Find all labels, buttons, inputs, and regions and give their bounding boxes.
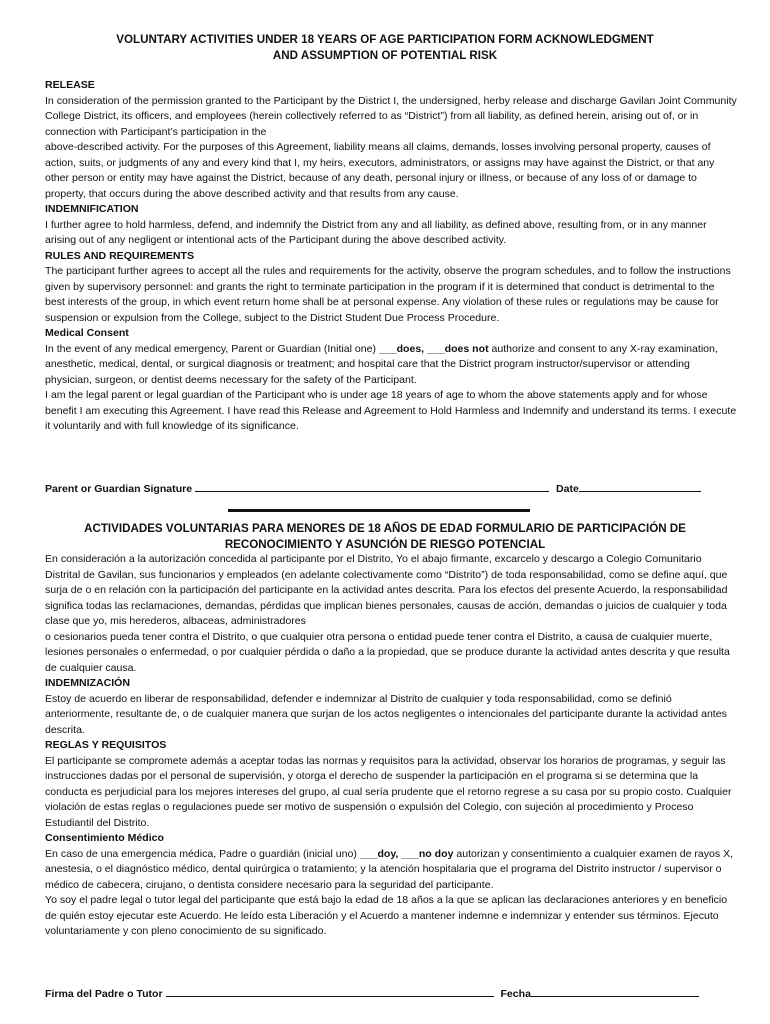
spanish-body bbox=[45, 552, 737, 940]
spanish-medical-consent-heading: Consentimiento Médico bbox=[45, 832, 164, 844]
english-title-line1: VOLUNTARY ACTIVITIES UNDER 18 YEARS OF AGE PARTICIPATION FORM ACKNOWLEDGMENT bbox=[116, 33, 654, 46]
spanish-signature-field[interactable] bbox=[166, 987, 494, 997]
release-paragraph-3: property, that occurs during the above described activity and that results from any cause. bbox=[45, 187, 459, 200]
spanish-indemnification-paragraph: Estoy de acuerdo en liberar de responsabilidad, defender e indemnizar al Distrito de cualquier y toda responsabilidad, como se definió anteriormente, resultante de, o de cualquier manera que surjan de los actos negligentes o intencionales del participante durante la actividad antes descrita. bbox=[45, 692, 727, 736]
medical-consent-choice[interactable]: ___does, ___does not bbox=[378, 342, 489, 355]
medical-consent-heading: Medical Consent bbox=[45, 327, 129, 339]
spanish-medical-consent-choice[interactable]: ___doy, ___no doy bbox=[359, 847, 454, 860]
spanish-indemnification-heading: INDEMNIZACIÓN bbox=[45, 677, 130, 689]
date-field[interactable] bbox=[579, 482, 701, 492]
spanish-signature-label: Firma del Padre o Tutor bbox=[45, 988, 166, 1000]
date-label: Date bbox=[555, 483, 579, 495]
indemnification-heading: INDEMNIFICATION bbox=[45, 203, 139, 215]
spanish-title bbox=[40, 521, 730, 553]
spanish-legal-guardian-paragraph: Yo soy el padre legal o tutor legal del participante que está bajo la edad de 18 años a la que se aplican las declaraciones anteriores y en beneficio de quién estoy ejecutar este Acuerdo. He leído esta Liberación y el Acuerdo a mantener indemne e indemnizar y entender sus términos. Ejecuto voluntariamente y con pleno conocimiento de su significado. bbox=[45, 894, 728, 937]
spanish-title-line2: RECONOCIMIENTO Y ASUNCIÓN DE RIESGO POTENCIAL bbox=[224, 538, 546, 551]
medical-consent-text-start: In the event of any medical emergency, Parent or Guardian (Initial one) bbox=[45, 342, 379, 355]
release-paragraph-1: In consideration of the permission granted to the Participant by the District I, the undersigned, herby release and discharge Gavilan Joint Community College District, its officers, and employees (herein collectively referred to as “District”) from all liability, as defined herein, arising out of, or in connection with Participant’s participation in the bbox=[45, 94, 737, 138]
spanish-date-field[interactable] bbox=[531, 987, 699, 997]
spanish-medical-consent-paragraph bbox=[45, 847, 737, 894]
spanish-release-paragraph-2: o cesionarios pueda tener contra el Distrito, o que cualquier otra persona o entidad puede tener contra el Distrito, a causa de cualquier muerte, lesiones personales o enfermedad, o por cualquier pérdida o daño a la propiedad, que se produce durante la actividad antes descrita y que resulta de cualquier causa. bbox=[45, 630, 730, 674]
medical-consent-text-end: authorize and consent to any X-ray examination, anesthetic, medical, dental, or surgical diagnosis or treatment; and hospital care that the District program instructor/supervisor or attending physician, surgeon, or dentist deems necessary for the safety of the Participant. bbox=[45, 342, 718, 386]
spanish-release-paragraph-1: En consideración a la autorización concedida al participante por el Distrito, Yo el abajo firmante, excarcelo y descargo a Colegio Comunitario Distrital de Gavilan, sus funcionarios y empleados (en adelante colectivamente como “Distrito”) de toda responsabilidad, como se define aquí, que surja de o en relación con la participación del participante en la actividad antes descrita. Para los efectos del presente Acuerdo, la responsabilidad significa todas las reclamaciones, demandas, pérdidas que implican bienes personales, causas de acción, demandas o juicios de cualquier y toda clase que yo, mis herederos, albaceas, administradores bbox=[45, 553, 728, 627]
section-divider bbox=[228, 509, 530, 512]
release-paragraph-2: above-described activity. For the purposes of this Agreement, liability means all claims, demands, losses involving personal property, causes of action, suits, or judgments of any and every kind that I, my heirs, executors, administrators, or assigns may have against the District, or that any other person or entity may have against the District, because of any death, personal injury or illness, or because of any loss of or damage to bbox=[45, 141, 715, 184]
release-heading: RELEASE bbox=[45, 79, 95, 91]
spanish-date-label: Fecha bbox=[500, 988, 531, 1000]
spanish-rules-paragraph: El participante se compromete además a aceptar todas las normas y requisitos para la actividad, observar los horarios de programas, y seguir las instrucciones dadas por el personal de supervisión, y otorga el derecho de suspender la participación en el programa si se determina que la conducta es perjudicial para los mejores intereses del grupo, al cual sería prudente que el retorno regrese a su casa por su propio costo. Cualquier violación de estas reglas o regulaciones puede ser motivo de suspensión o expulsión del Colegio, con sujeción al procedimiento y Proceso Estudiantil del Distrito. bbox=[45, 754, 732, 829]
english-signature-row bbox=[45, 482, 701, 496]
legal-guardian-paragraph: I am the legal parent or legal guardian of the Participant who is under age 18 years of age to whom the above statements apply and for whose benefit I am executing this Agreement. I have read this Release and Agreement to Hold Harmless and Indemnify and understand its terms. I execute it voluntarily and with full knowledge of its significance. bbox=[45, 389, 737, 432]
signature-label: Parent or Guardian Signature bbox=[45, 483, 196, 495]
spanish-rules-heading: REGLAS Y REQUISITOS bbox=[45, 739, 167, 751]
english-title bbox=[40, 32, 730, 64]
spanish-medical-consent-text-end: autorizan y consentimiento a cualquier examen de rayos X, anestesia, o el diagnóstico médico, dental quirúrgica o tratamiento; y la atención hospitalaria que el programa del Distrito instructor / supervisor o médico de cabecera, cirujano, o dentista considere necesario para la seguridad del participante. bbox=[45, 847, 734, 891]
spanish-title-line1: ACTIVIDADES VOLUNTARIAS PARA MENORES DE 18 AÑOS DE EDAD FORMULARIO DE PARTICIPACIÓN DE bbox=[84, 522, 686, 535]
indemnification-paragraph: I further agree to hold harmless, defend, and indemnify the District from any and all liability, as defined above, resulting from, or in any manner arising out of any negligent or intentional acts of the Participant during the above described activity. bbox=[45, 218, 707, 246]
spanish-signature-row bbox=[45, 987, 699, 1001]
spanish-medical-consent-text-start: En caso de una emergencia médica, Padre o guardián (inicial uno) bbox=[45, 847, 360, 860]
english-title-line2: AND ASSUMPTION OF POTENTIAL RISK bbox=[272, 49, 498, 62]
rules-paragraph: The participant further agrees to accept all the rules and requirements for the activity, observe the program schedules, and to follow the instructions given by supervisory personnel: and grants the right to terminate participation in the program if it is determined that conduct is detrimental to the best interests of the group, in which event return home shall be at personal expense. Any violation of these rules or regulations may be cause for suspension or expulsion from the College, subject to the District Student Due Process Procedure. bbox=[45, 265, 731, 324]
signature-field[interactable] bbox=[195, 482, 549, 492]
medical-consent-paragraph bbox=[45, 342, 737, 389]
english-body bbox=[45, 78, 737, 435]
rules-heading: RULES AND REQUIREMENTS bbox=[45, 249, 195, 262]
